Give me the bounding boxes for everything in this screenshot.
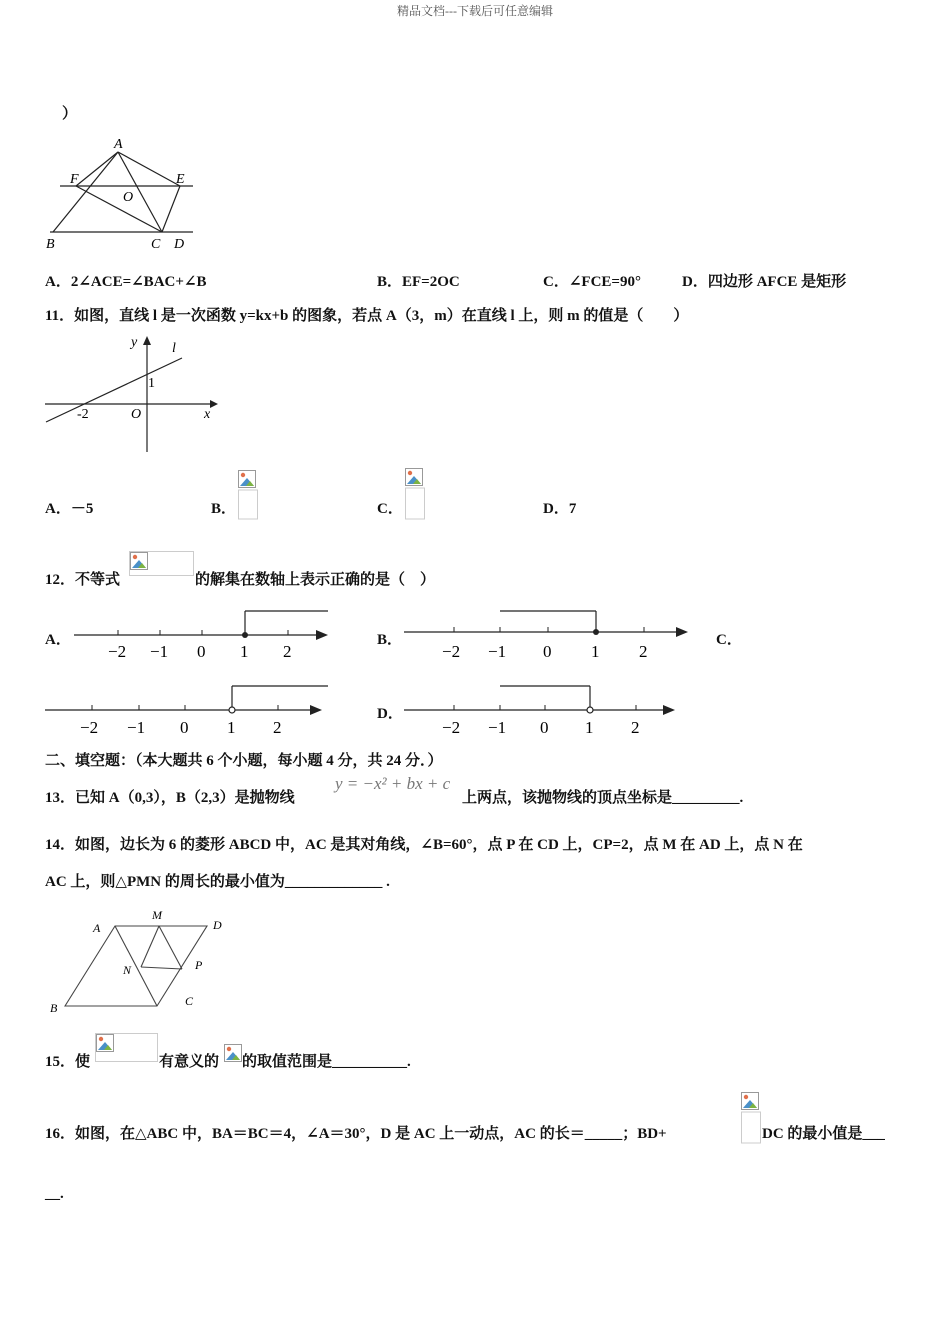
q14-label-c: C xyxy=(185,994,194,1008)
q11-option-a: A．－5 xyxy=(45,501,94,517)
q14-line2: AC 上，则△PMN 的周长的最小值为_____________ . xyxy=(45,874,390,890)
q14-label-p: P xyxy=(195,958,203,972)
q14-label-n: N xyxy=(123,963,132,977)
svg-text:0: 0 xyxy=(197,642,206,661)
q13-pre: 13．已知 A（0,3），B（2,3）是抛物线 xyxy=(45,790,295,806)
svg-text:2: 2 xyxy=(639,642,648,661)
svg-text:1: 1 xyxy=(227,718,236,737)
q14-label-m: M xyxy=(152,908,162,922)
q12-numberline-d xyxy=(400,682,685,740)
q12-option-a: A． xyxy=(45,632,71,648)
q13-post: 上两点，该抛物线的顶点坐标是_________. xyxy=(462,790,744,806)
svg-text:0: 0 xyxy=(540,718,549,737)
q10-label-e: E xyxy=(176,172,185,187)
q14-line1: 14．如图，边长为 6 的菱形 ABCD 中，AC 是其对角线，∠B=60°，点 P 在 CD 上，CP=2，点 M 在 AD 上，点 N 在 xyxy=(45,837,803,853)
q11-label-neg2: -2 xyxy=(77,407,89,422)
q11-option-d: D．7 xyxy=(543,501,577,517)
svg-text:−1: −1 xyxy=(488,642,507,661)
page-header: 精品文档---下载后可任意编辑 xyxy=(397,4,553,18)
q10-label-d: D xyxy=(174,237,185,252)
q11-label-l: l xyxy=(172,341,176,356)
svg-text:−2: −2 xyxy=(442,642,461,661)
q10-option-d: D．四边形 AFCE 是矩形 xyxy=(682,274,847,290)
svg-text:−2: −2 xyxy=(80,718,99,737)
q12-stem-post: 的解集在数轴上表示正确的是（ ） xyxy=(195,572,436,588)
svg-text:−2: −2 xyxy=(442,718,461,737)
q10-label-f: F xyxy=(70,172,79,187)
svg-text:1: 1 xyxy=(585,718,594,737)
q12-numberline-c xyxy=(44,682,334,740)
svg-text:0: 0 xyxy=(543,642,552,661)
q12-stem-pre: 12．不等式 xyxy=(45,572,121,588)
svg-text:−1: −1 xyxy=(488,718,507,737)
q14-label-b: B xyxy=(50,1001,58,1015)
q10-option-b: B．EF=2OC xyxy=(377,274,460,290)
q16-pre: 16．如图，在△ABC 中，BA＝BC＝4，∠A＝30°，D 是 AC 上一动点，AC 的长＝_____；BD+ xyxy=(45,1126,667,1142)
q11-label-x: x xyxy=(204,407,211,422)
q10-figure xyxy=(40,135,200,253)
svg-text:0: 0 xyxy=(180,718,189,737)
q14-label-a: A xyxy=(93,921,101,935)
q14-figure xyxy=(45,905,235,1017)
q10-label-b: B xyxy=(46,237,55,252)
q10-option-a: A．2∠ACE=∠BAC+∠B xyxy=(45,274,207,290)
svg-text:−2: −2 xyxy=(108,642,127,661)
q12-numberline-b xyxy=(400,605,695,663)
svg-text:1: 1 xyxy=(240,642,249,661)
q16-post: DC 的最小值是___ xyxy=(762,1126,885,1142)
q10-option-c: C．∠FCE=90° xyxy=(543,274,641,290)
svg-text:2: 2 xyxy=(273,718,282,737)
q12-numberline-a xyxy=(70,605,335,663)
q15-mid: 有意义的 xyxy=(159,1054,220,1070)
broken-image-icon xyxy=(95,1033,159,1063)
q15-post: 的取值范围是__________. xyxy=(242,1054,411,1070)
q11-label-1: 1 xyxy=(148,376,155,391)
q11-label-o: O xyxy=(131,407,142,422)
q16-cont: __. xyxy=(45,1186,64,1202)
svg-text:−1: −1 xyxy=(127,718,146,737)
q11-figure xyxy=(40,332,225,457)
broken-image-icon xyxy=(224,1044,243,1063)
q15-pre: 15．使 xyxy=(45,1054,91,1070)
q13-formula: y = −x² + bx + c xyxy=(335,774,451,793)
q11-option-b: B． xyxy=(211,501,237,517)
q10-tail: ） xyxy=(62,106,78,122)
q10-label-c: C xyxy=(151,237,161,252)
q11-stem: 11．如图，直线 l 是一次函数 y=kx+b 的图象，若点 A（3，m）在直线 l 上，则 m 的值是（ ） xyxy=(45,308,689,324)
q11-option-c: C． xyxy=(377,501,403,517)
q10-label-a: A xyxy=(114,137,123,152)
section-title: 二、填空题：（本大题共 6 个小题，每小题 4 分，共 24 分．） xyxy=(45,753,443,769)
svg-text:1: 1 xyxy=(591,642,600,661)
q10-label-o: O xyxy=(123,190,134,205)
q12-option-b: B． xyxy=(377,632,403,648)
q14-label-d: D xyxy=(213,918,222,932)
q12-option-c: C． xyxy=(716,632,742,648)
svg-text:−1: −1 xyxy=(150,642,169,661)
broken-image-icon xyxy=(238,470,260,520)
broken-image-icon xyxy=(741,1092,763,1144)
q11-label-y: y xyxy=(131,335,138,350)
svg-text:2: 2 xyxy=(631,718,640,737)
q12-option-d: D． xyxy=(377,706,403,722)
broken-image-icon xyxy=(405,468,427,520)
broken-image-icon xyxy=(129,551,195,577)
svg-text:2: 2 xyxy=(283,642,292,661)
